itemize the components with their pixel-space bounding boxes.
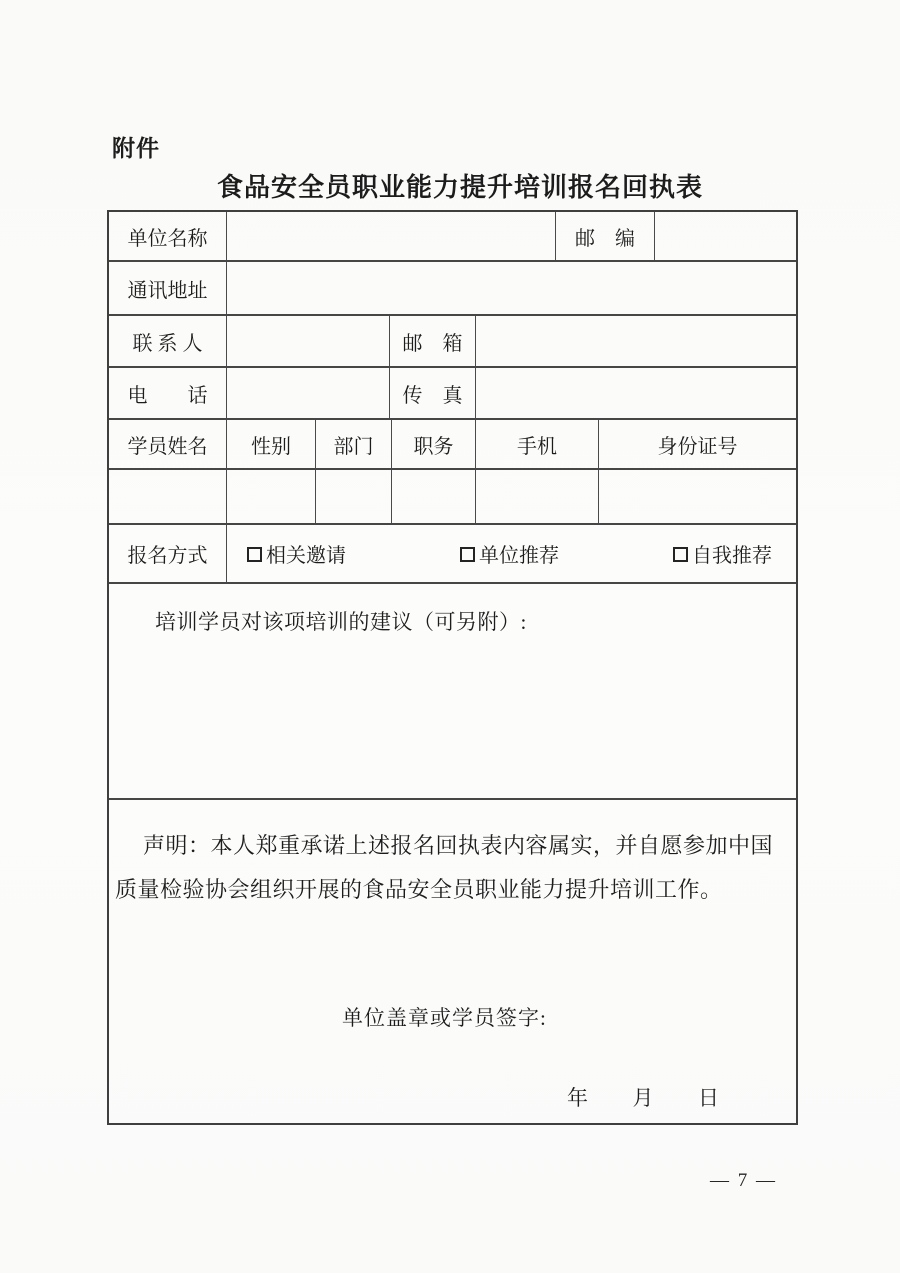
year-label: 年 [567, 1086, 589, 1110]
gender-entry-cell [227, 470, 316, 523]
postal-code-value-cell [655, 212, 796, 260]
date-line [567, 1076, 720, 1120]
position-header: 职务 [413, 435, 454, 458]
registration-form-table [107, 210, 798, 1125]
gender-header: 性别 [251, 435, 291, 458]
fax-label: 传 真 [402, 384, 463, 407]
registration-option-self-recommend [673, 539, 772, 568]
registration-option-label: 相关邀请 [266, 545, 346, 567]
position-header-cell [392, 420, 476, 468]
department-header-cell [316, 420, 392, 468]
email-label: 邮 箱 [402, 332, 463, 355]
table-row-phone [109, 368, 796, 420]
email-label-cell [390, 316, 476, 366]
declaration-cell [109, 800, 796, 1123]
table-row-unit-name [109, 212, 796, 262]
email-value-cell [476, 316, 796, 366]
student-name-entry-cell [109, 470, 227, 523]
id-number-entry-cell [599, 470, 796, 523]
id-number-header-cell [599, 420, 796, 468]
table-row-declaration [109, 800, 796, 1123]
contact-label-cell [109, 316, 227, 366]
checkbox-icon [673, 547, 688, 562]
address-value-cell [227, 262, 796, 314]
table-row-student-headers [109, 420, 796, 470]
mobile-header: 手机 [517, 435, 557, 458]
registration-option-label: 自我推荐 [692, 545, 772, 567]
department-header: 部门 [333, 435, 374, 458]
checkbox-icon [247, 547, 262, 562]
postal-code-label: 邮 编 [575, 227, 635, 250]
student-name-header: 学员姓名 [127, 435, 208, 458]
fax-label-cell [390, 368, 476, 418]
id-number-header: 身份证号 [657, 435, 738, 458]
registration-option-label: 单位推荐 [479, 545, 559, 567]
registration-option-unit-recommend [460, 539, 559, 568]
mobile-entry-cell [476, 470, 599, 523]
phone-value-cell [227, 368, 390, 418]
table-row-address [109, 262, 796, 316]
declaration-text-line: 质量检验协会组织开展的食品安全员职业能力提升培训工作。 [115, 877, 723, 902]
student-name-header-cell [109, 420, 227, 468]
postal-code-label-cell [556, 212, 655, 260]
table-row-registration-method [109, 525, 796, 584]
attachment-label: 附件 [112, 135, 160, 161]
fax-value-cell [476, 368, 796, 418]
contact-value-cell [227, 316, 390, 366]
phone-label-cell [109, 368, 227, 418]
signature-label: 单位盖章或学员签字: [342, 1006, 547, 1030]
declaration-text-line: 声明：本人郑重承诺上述报名回执表内容属实，并自愿参加中国 [143, 833, 774, 858]
phone-label: 电 话 [127, 384, 208, 407]
gender-header-cell [227, 420, 316, 468]
address-label-cell [109, 262, 227, 314]
month-label: 月 [632, 1086, 654, 1110]
day-label: 日 [698, 1086, 720, 1110]
page-number: — 7 — [710, 1170, 777, 1191]
registration-method-label-cell [109, 525, 227, 582]
unit-name-label: 单位名称 [127, 227, 208, 250]
table-row-suggestion [109, 584, 796, 800]
unit-name-label-cell [109, 212, 227, 260]
table-row-contact [109, 316, 796, 368]
suggestion-cell [109, 584, 796, 798]
contact-label: 联 系 人 [132, 332, 203, 355]
department-entry-cell [316, 470, 392, 523]
registration-options-cell [227, 525, 796, 582]
table-row-student-entry [109, 470, 796, 525]
suggestion-label: 培训学员对该项培训的建议（可另附）: [155, 610, 527, 634]
unit-name-value-cell [227, 212, 556, 260]
position-entry-cell [392, 470, 476, 523]
registration-method-label: 报名方式 [127, 545, 208, 567]
address-label: 通讯地址 [127, 279, 208, 302]
page-title: 食品安全员职业能力提升培训报名回执表 [216, 172, 703, 202]
mobile-header-cell [476, 420, 599, 468]
checkbox-icon [460, 547, 475, 562]
registration-option-invitation [247, 539, 346, 568]
